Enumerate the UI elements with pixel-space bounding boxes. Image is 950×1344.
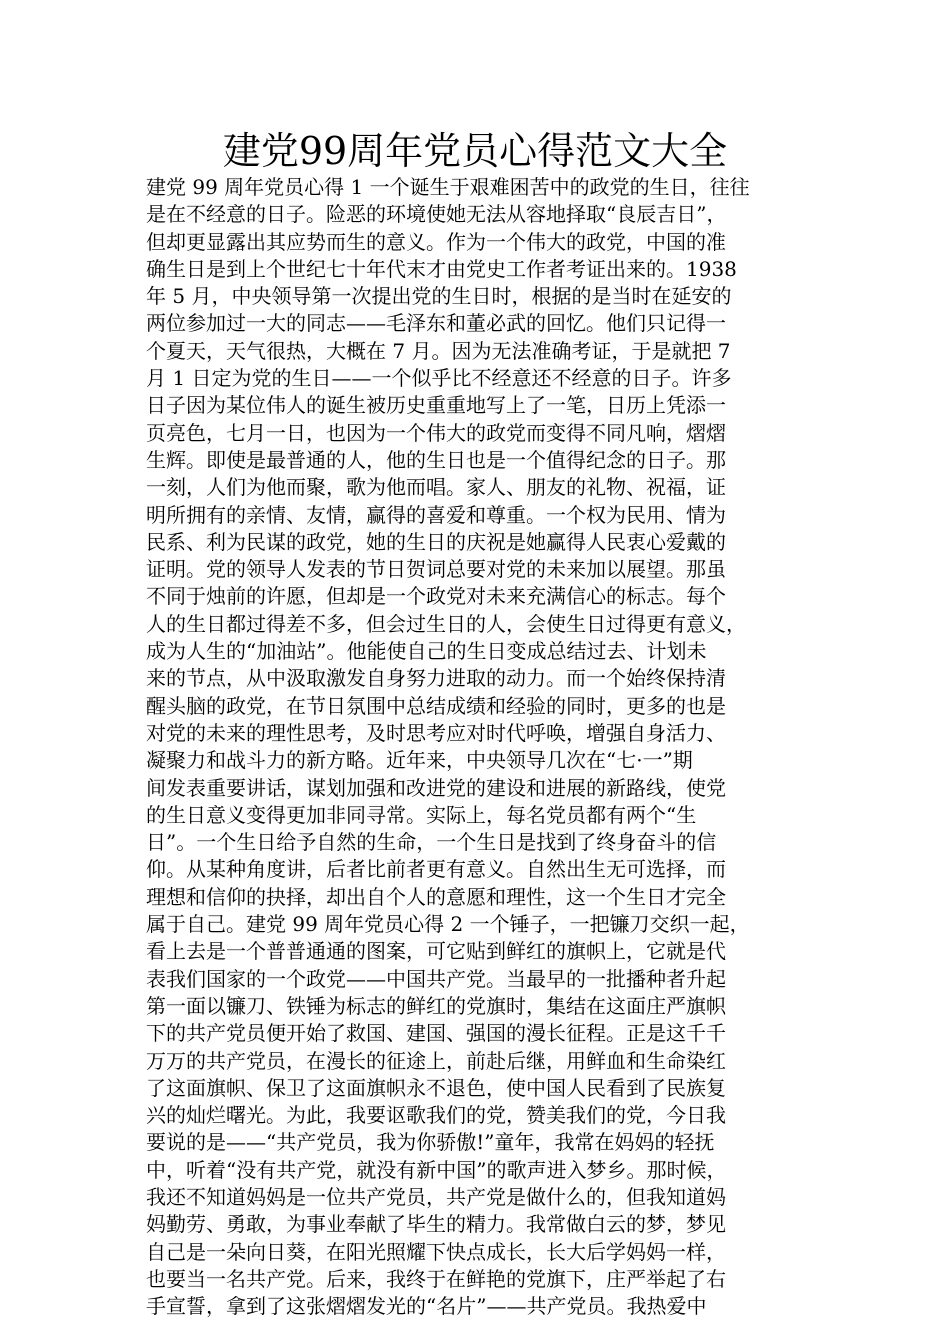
body-line: 确生日是到上个世纪七十年代末才由党史工作者考证出来的。1938 — [146, 256, 737, 281]
body-line: 日子因为某位伟人的诞生被历史重重地写上了一笔，日历上凭添一 — [146, 393, 726, 418]
body-line: 年 5 月，中央领导第一次提出党的生日时，根据的是当时在延安的 — [146, 284, 732, 309]
body-line: 不同于烛前的许愿，但却是一个政党对未来充满信心的标志。每个 — [146, 584, 726, 609]
body-line: 了这面旗帜、保卫了这面旗帜永不退色，使中国人民看到了民族复 — [146, 1075, 726, 1100]
body-line: 要说的是——“共产党员，我为你骄傲!”童年，我常在妈妈的轻抚 — [146, 1130, 715, 1155]
body-line: 但却更显露出其应势而生的意义。作为一个伟大的政党，中国的准 — [146, 229, 726, 254]
body-line: 两位参加过一大的同志——毛泽东和董必武的回忆。他们只记得一 — [146, 311, 726, 336]
body-line: 妈勤劳、勇敢，为事业奉献了毕生的精力。我常做白云的梦，梦见 — [146, 1212, 726, 1237]
body-line: 间发表重要讲话，谋划加强和改进党的建设和进展的新路线，使党 — [146, 775, 726, 800]
body-line: 仰。从某种角度讲，后者比前者更有意义。自然出生无可选择，而 — [146, 857, 726, 882]
body-line: 兴的灿烂曙光。为此，我要讴歌我们的党，赞美我们的党，今日我 — [146, 1103, 726, 1128]
body-line: 也要当一名共产党。后来，我终于在鲜艳的党旗下，庄严举起了右 — [146, 1266, 726, 1291]
body-line: 手宣誓，拿到了这张熠熠发光的“名片”——共产党员。我热爱中 — [146, 1294, 707, 1319]
body-line: 万万的共产党员，在漫长的征途上，前赴后继，用鲜血和生命染红 — [146, 1048, 726, 1073]
body-line: 中，听着“没有共产党，就没有新中国”的歌声进入梦乡。那时候， — [146, 1157, 727, 1182]
body-line: 建党 99 周年党员心得 1 一个诞生于艰难困苦中的政党的生日，往往 — [146, 175, 750, 199]
body-line: 民系、利为民谋的政党，她的生日的庆祝是她赢得人民衷心爱戴的 — [146, 529, 726, 554]
body-line: 是在不经意的日子。险恶的环境使她无法从容地择取“良辰吉日”， — [146, 202, 727, 227]
document-body — [146, 174, 806, 1320]
body-line: 自己是一朵向日葵，在阳光照耀下快点成长，长大后学妈妈一样， — [146, 1239, 726, 1264]
body-line: 来的节点，从中汲取激发自身努力进取的动力。而一个始终保持清 — [146, 666, 726, 691]
body-line: 凝聚力和战斗力的新方略。近年来，中央领导几次在“七·一”期 — [146, 748, 693, 773]
body-line: 一刻，人们为他而聚，歌为他而唱。家人、朋友的礼物、祝福，证 — [146, 475, 726, 500]
body-line: 我还不知道妈妈是一位共产党员，共产党是做什么的，但我知道妈 — [146, 1184, 726, 1209]
body-line: 第一面以镰刀、铁锤为标志的鲜红的党旗时，集结在这面庄严旗帜 — [146, 993, 726, 1018]
body-line: 成为人生的“加油站”。他能使自己的生日变成总结过去、计划未 — [146, 639, 707, 664]
body-line: 明所拥有的亲情、友情，赢得的喜爱和尊重。一个权为民用、情为 — [146, 502, 726, 527]
body-line: 表我们国家的一个政党——中国共产党。当最早的一批播种者升起 — [146, 966, 726, 991]
body-line: 下的共产党员便开始了救国、建国、强国的漫长征程。正是这千千 — [146, 1021, 726, 1046]
body-line: 看上去是一个普普通通的图案，可它贴到鲜红的旗帜上，它就是代 — [146, 939, 726, 964]
body-line: 月 1 日定为党的生日——一个似乎比不经意还不经意的日子。许多 — [146, 366, 732, 391]
body-line: 对党的未来的理性思考，及时思考应对时代呼唤，增强自身活力、 — [146, 720, 726, 745]
body-line: 属于自己。建党 99 周年党员心得 2 一个锤子，一把镰刀交织一起， — [146, 912, 750, 937]
document-title: 建党99周年党员心得范文大全 — [222, 129, 728, 173]
body-line: 日”。一个生日给予自然的生命，一个生日是找到了终身奋斗的信 — [146, 830, 717, 855]
body-line: 的生日意义变得更加非同寻常。实际上，每名党员都有两个“生 — [146, 802, 697, 827]
body-line: 生辉。即使是最普通的人，他的生日也是一个值得纪念的日子。那 — [146, 447, 726, 472]
body-line: 理想和信仰的抉择，却出自个人的意愿和理性，这一个生日才完全 — [146, 884, 726, 909]
body-line: 醒头脑的政党，在节日氛围中总结成绩和经验的同时，更多的也是 — [146, 693, 726, 718]
body-line: 人的生日都过得差不多，但会过生日的人，会使生日过得更有意义， — [146, 611, 746, 636]
body-line: 证明。党的领导人发表的节日贺词总要对党的未来加以展望。那虽 — [146, 557, 726, 582]
body-line: 页亮色，七月一日，也因为一个伟大的政党而变得不同凡响，熠熠 — [146, 420, 726, 445]
body-line: 个夏天，天气很热，大概在 7 月。因为无法准确考证，于是就把 7 — [146, 338, 731, 363]
